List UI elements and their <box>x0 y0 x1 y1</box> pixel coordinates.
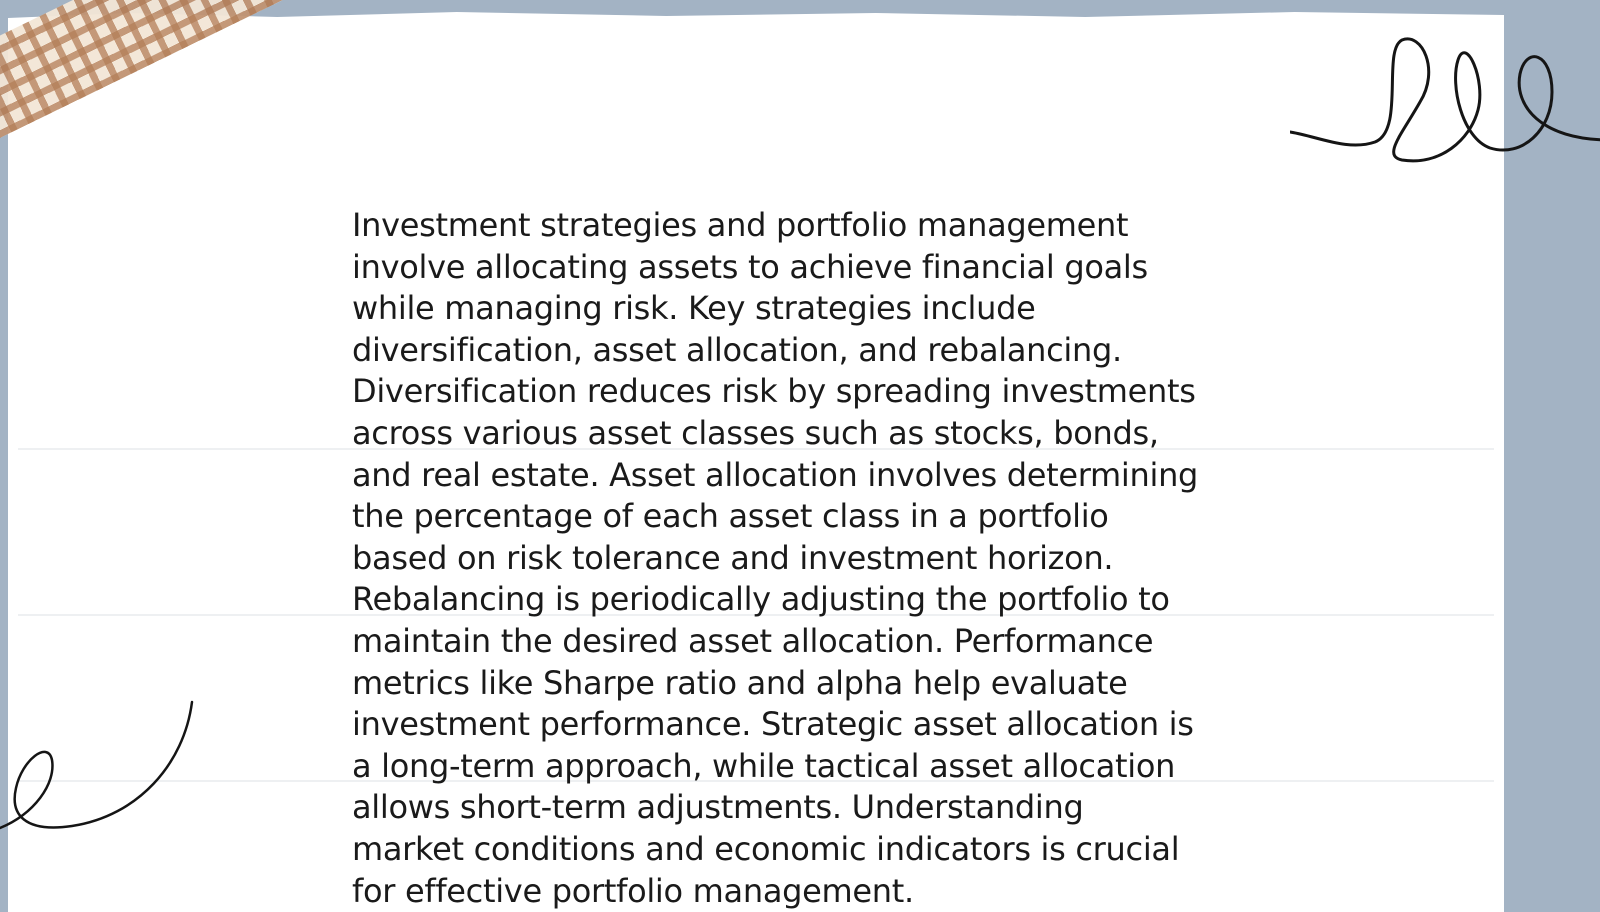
loop-squiggle-icon <box>1290 30 1600 170</box>
body-paragraph: Investment strategies and portfolio management involve allocating assets to achieve financial goals while managing risk. Key strategies include diversification, asset allocation, and rebalancing. Diversification reduces risk by spreading investments across various asset classes such as stocks, bonds, and real estate. Asset allocation involves determining the percentage of each asset class in a portfolio based on risk tolerance and investment horizon. Rebalancing is periodically adjusting the portfolio to maintain the desired asset allocation. Performance metrics like Sharpe ratio and alpha help evaluate investment performance. Strategic asset allocation is a long-term approach, while tactical asset allocation allows short-term adjustments. Understanding market conditions and economic indicators is crucial for effective portfolio management. <box>352 206 1199 910</box>
swirl-squiggle-icon <box>0 690 200 850</box>
